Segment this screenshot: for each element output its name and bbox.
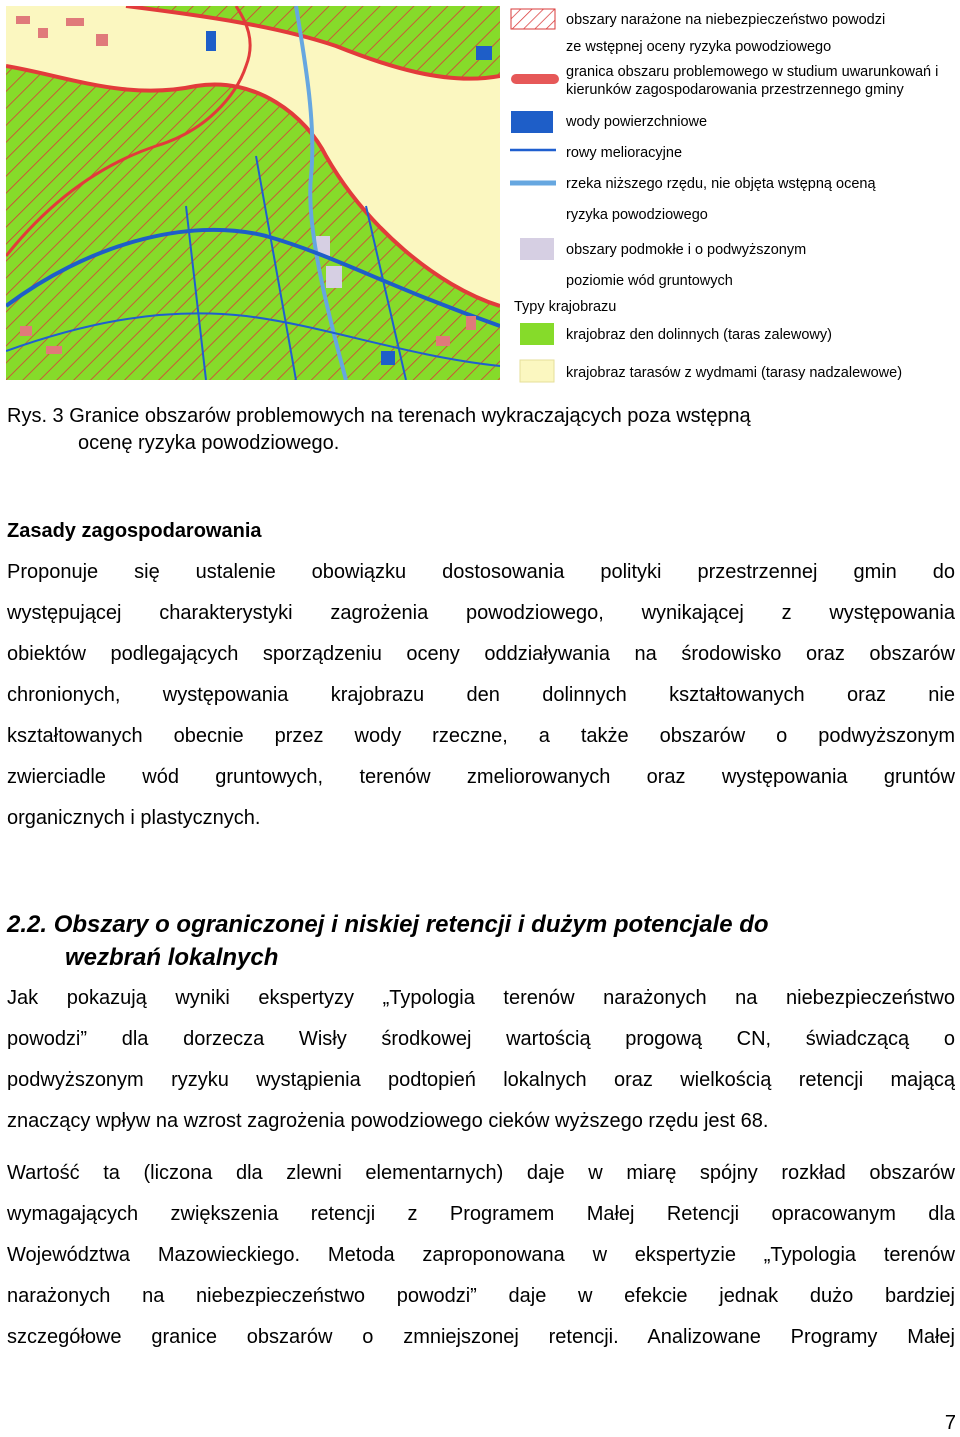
text-line: występującej charakterystyki zagrożenia powodziowego, wynikającej z występowania [7, 602, 955, 624]
heading-line-2: wezbrań lokalnych [65, 944, 279, 971]
paragraph-section1 [7, 552, 955, 839]
flood-map-image [6, 6, 500, 380]
text-line: organicznych i plastycznych. [7, 807, 261, 829]
text-line: podwyższonym ryzyku wystąpienia podtopień lokalnych oraz wielkością retencji mającą [7, 1069, 955, 1091]
text-line: Województwa Mazowieckiego. Metoda zaproponowana w ekspertyzie „Typologia terenów [7, 1244, 955, 1266]
text-line: obiektów podlegających sporządzeniu oceny oddziaływania na środowisko oraz obszarów [7, 643, 955, 665]
text-line: powodzi” dla dorzecza Wisły środkowej wartością progową CN, świadczącą o [7, 1028, 955, 1050]
text-line: zwierciadle wód gruntowych, terenów zmeliorowanych oraz występowania gruntów [7, 766, 955, 788]
legend-label: rzeka niższego rzędu, nie objęta wstępną oceną [566, 176, 876, 192]
ditch-line-icon [510, 146, 556, 154]
legend-label: krajobraz tarasów z wydmami (tarasy nadzalewowe) [566, 365, 903, 381]
section-2-heading [7, 908, 769, 974]
legend-label: ze wstępnej oceny ryzyka powodziowego [566, 39, 832, 55]
text-line: narażonych na niebezpieczeństwo powodzi” daje w efekcie jednak dużo bardziej [7, 1285, 955, 1307]
text-line: znaczący wpływ na wzrost zagrożenia powodziowego cieków wyższego rzędu jest 68. [7, 1110, 769, 1132]
terrace-swatch-icon [510, 359, 556, 383]
valley-swatch-icon [510, 322, 556, 346]
text-line: Wartość ta (liczona dla zlewni elementarnych) daje w miarę spójny rozkład obszarów [7, 1162, 955, 1184]
legend-label: obszary narażone na niebezpieczeństwo powodzi [566, 12, 886, 28]
heading-line-1: 2.2. Obszary o ograniczonej i niskiej retencji i dużym potencjale do [7, 911, 769, 938]
text-line: Proponuje się ustalenie obowiązku dostosowania polityki przestrzennej gmin do [7, 561, 955, 583]
wetland-swatch-icon [510, 237, 556, 261]
text-line: wymagających zwiększenia retencji z Programem Małej Retencji opracowanym dla [7, 1203, 955, 1225]
map-legend [506, 6, 960, 382]
boundary-line-icon [510, 70, 560, 88]
paragraph-section2-2 [7, 1153, 955, 1358]
legend-label: ryzyka powodziowego [566, 207, 708, 223]
legend-subheading: Typy krajobrazu [514, 299, 617, 315]
caption-line-2: ocenę ryzyka powodziowego. [78, 432, 340, 454]
paragraph-section2-1 [7, 978, 955, 1142]
text-line: kształtowanych obecnie przez wody rzeczne, a także obszarów o podwyższonym [7, 725, 955, 747]
figure-caption [7, 403, 751, 457]
surface-water-icon [510, 110, 556, 134]
river-line-icon [510, 178, 556, 188]
legend-label: obszary podmokłe i o podwyższonym [566, 242, 807, 258]
legend-label: granica obszaru problemowego w studium uwarunkowań i [566, 64, 939, 80]
legend-label: rowy melioracyjne [566, 145, 683, 161]
text-line: chronionych, występowania krajobrazu den dolinnych kształtowanych oraz nie [7, 684, 955, 706]
page-number: 7 [944, 1412, 956, 1434]
text-line: Jak pokazują wyniki ekspertyzy „Typologia terenów narażonych na niebezpieczeństwo [7, 987, 955, 1009]
legend-label: krajobraz den dolinnych (taras zalewowy) [566, 327, 832, 343]
figure-map [6, 6, 960, 382]
legend-label: poziomie wód gruntowych [566, 273, 733, 289]
text-line: szczegółowe granice obszarów o zmniejszonej retencji. Analizowane Programy Małej [7, 1326, 955, 1348]
hatch-swatch-icon [510, 8, 556, 30]
section-heading: Zasady zagospodarowania [7, 520, 262, 542]
legend-label: kierunków zagospodarowania przestrzennego gminy [566, 82, 904, 98]
caption-line-1: Rys. 3 Granice obszarów problemowych na terenach wykraczających poza wstępną [7, 405, 751, 427]
legend-label: wody powierzchniowe [566, 114, 708, 130]
